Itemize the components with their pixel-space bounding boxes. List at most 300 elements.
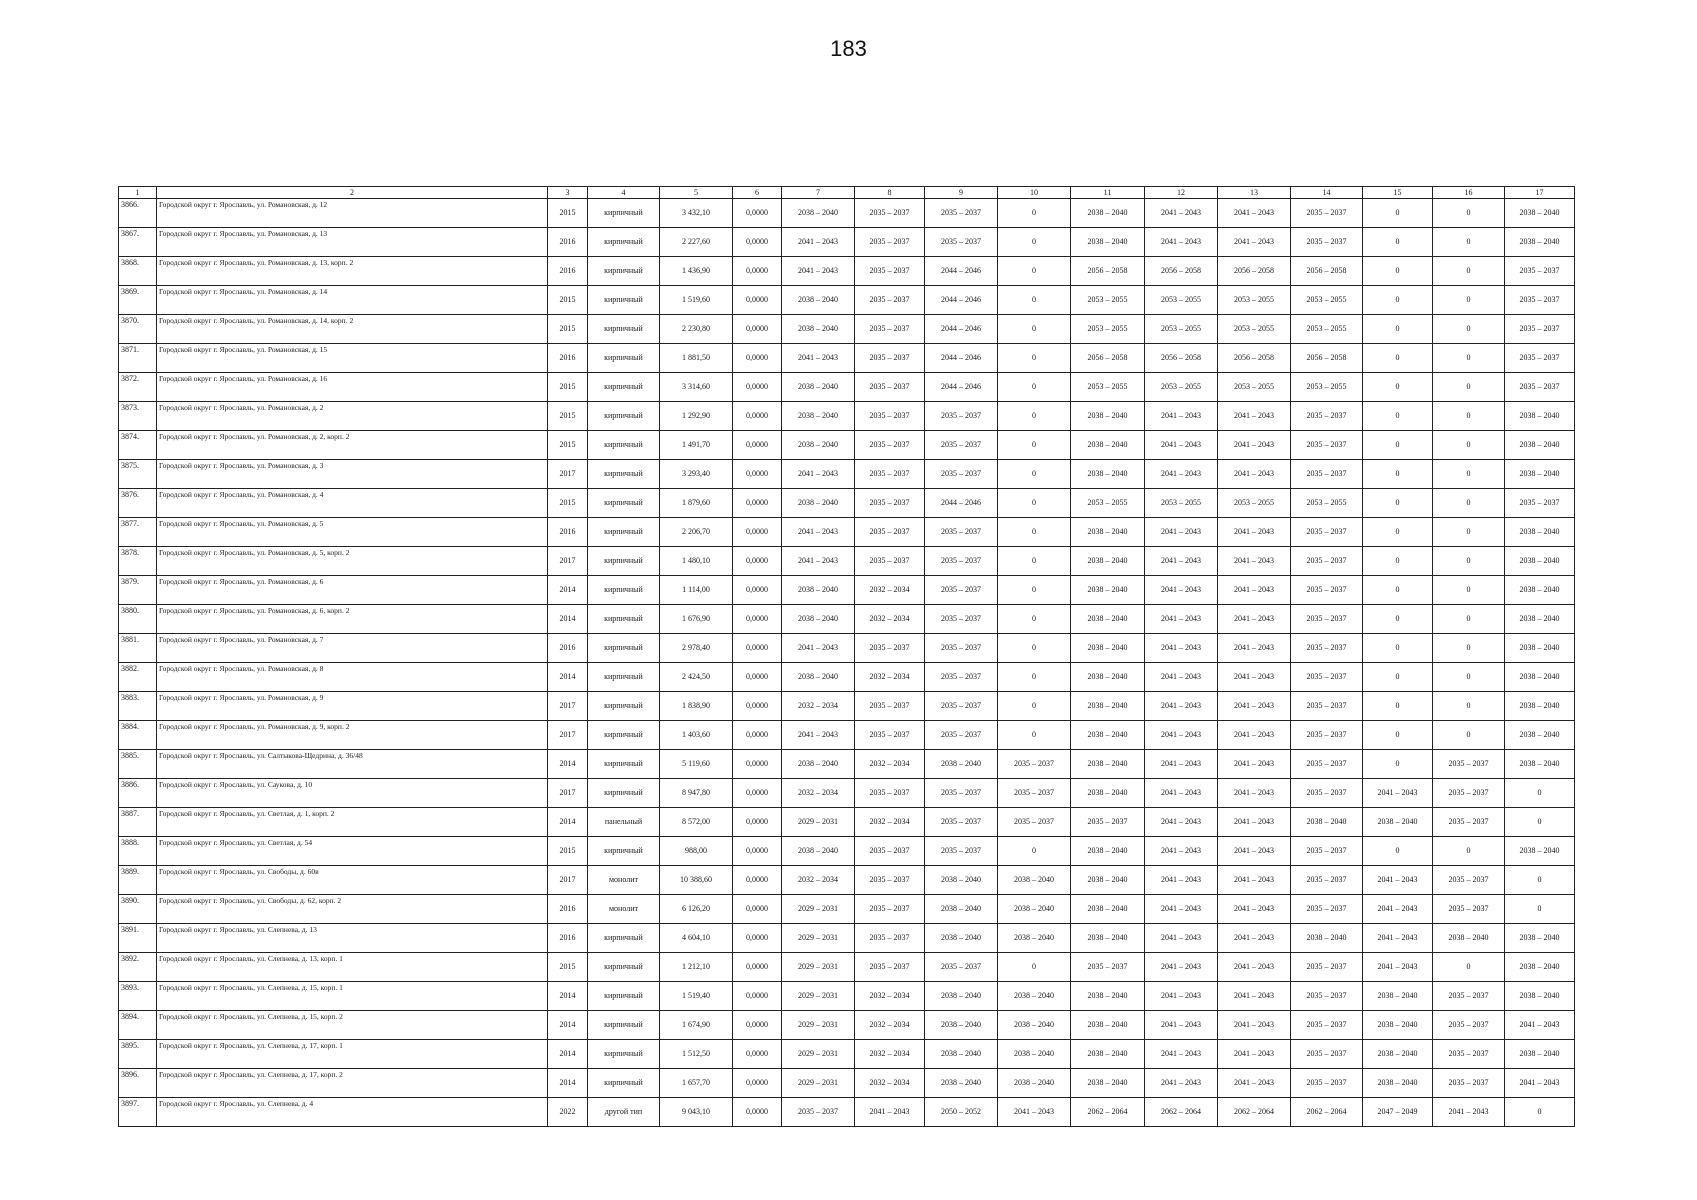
- table-cell: 2044 – 2046: [925, 373, 998, 402]
- table-row: [119, 402, 1575, 431]
- column-header: 1: [119, 187, 157, 199]
- address-cell: Городской округ г. Ярославль, ул. Романовская, д. 4: [157, 489, 548, 518]
- table-cell: 2 230,80: [660, 315, 733, 344]
- address-cell: Городской округ г. Ярославль, ул. Романовская, д. 12: [157, 199, 548, 228]
- table-cell: 0,0000: [733, 953, 782, 982]
- table-row: [119, 692, 1575, 721]
- table-cell: 2044 – 2046: [925, 315, 998, 344]
- table-row: [119, 982, 1575, 1011]
- table-cell: 0,0000: [733, 663, 782, 692]
- table-cell: 2032 – 2034: [855, 576, 925, 605]
- table-cell: 2035 – 2037: [855, 779, 925, 808]
- table-cell: 0: [1433, 692, 1505, 721]
- table-cell: 2038 – 2040: [925, 924, 998, 953]
- address-cell: Городской округ г. Ярославль, ул. Романовская, д. 14: [157, 286, 548, 315]
- table-cell: 2038 – 2040: [782, 605, 855, 634]
- table-cell: 2041 – 2043: [1145, 228, 1218, 257]
- row-number-cell: 3868.: [119, 257, 157, 286]
- address-cell: Городской округ г. Ярославль, ул. Романовская, д. 7: [157, 634, 548, 663]
- table-cell: 2029 – 2031: [782, 808, 855, 837]
- table-cell: 2035 – 2037: [855, 721, 925, 750]
- table-cell: 2015: [548, 199, 588, 228]
- table-row: [119, 953, 1575, 982]
- table-cell: 2038 – 2040: [925, 1011, 998, 1040]
- row-number-cell: 3890.: [119, 895, 157, 924]
- table-cell: 2041 – 2043: [1363, 924, 1433, 953]
- table-cell: 0,0000: [733, 199, 782, 228]
- table-cell: 2038 – 2040: [1505, 953, 1575, 982]
- table-row: [119, 808, 1575, 837]
- table-cell: кирпичный: [588, 982, 660, 1011]
- table-cell: 0: [998, 605, 1071, 634]
- column-header: 6: [733, 187, 782, 199]
- table-cell: 2035 – 2037: [855, 257, 925, 286]
- table-cell: 2041 – 2043: [1218, 402, 1291, 431]
- table-cell: 2035 – 2037: [1291, 402, 1363, 431]
- table-cell: 2041 – 2043: [855, 1098, 925, 1127]
- table-cell: 2035 – 2037: [998, 808, 1071, 837]
- table-cell: 2053 – 2055: [1291, 373, 1363, 402]
- table-cell: 2041 – 2043: [782, 228, 855, 257]
- table-cell: 2029 – 2031: [782, 1011, 855, 1040]
- table-cell: 2038 – 2040: [782, 286, 855, 315]
- table-cell: 2038 – 2040: [1291, 808, 1363, 837]
- table-cell: 2038 – 2040: [1505, 228, 1575, 257]
- table-cell: 2 978,40: [660, 634, 733, 663]
- table-cell: 2022: [548, 1098, 588, 1127]
- table-cell: 6 126,20: [660, 895, 733, 924]
- table-cell: 2035 – 2037: [998, 750, 1071, 779]
- row-number-cell: 3889.: [119, 866, 157, 895]
- table-cell: 4 604,10: [660, 924, 733, 953]
- table-cell: кирпичный: [588, 605, 660, 634]
- table-cell: кирпичный: [588, 344, 660, 373]
- table-cell: 0,0000: [733, 431, 782, 460]
- table-cell: монолит: [588, 866, 660, 895]
- table-cell: 2035 – 2037: [925, 547, 998, 576]
- table-cell: 0,0000: [733, 228, 782, 257]
- table-cell: 2035 – 2037: [1291, 547, 1363, 576]
- table-cell: 1 519,40: [660, 982, 733, 1011]
- table-cell: 0: [998, 837, 1071, 866]
- row-number-cell: 3875.: [119, 460, 157, 489]
- table-cell: 2038 – 2040: [1071, 895, 1145, 924]
- table-cell: 0: [1505, 779, 1575, 808]
- table-cell: 2015: [548, 837, 588, 866]
- table-cell: 2041 – 2043: [1218, 1069, 1291, 1098]
- table-cell: 2041 – 2043: [1145, 721, 1218, 750]
- table-cell: 2041 – 2043: [1145, 837, 1218, 866]
- table-cell: 2032 – 2034: [855, 1040, 925, 1069]
- table-cell: 2035 – 2037: [998, 779, 1071, 808]
- table-cell: 2053 – 2055: [1218, 373, 1291, 402]
- column-header: 3: [548, 187, 588, 199]
- table-cell: 2038 – 2040: [1505, 518, 1575, 547]
- table-cell: кирпичный: [588, 924, 660, 953]
- table-cell: 2035 – 2037: [1505, 315, 1575, 344]
- table-cell: 2041 – 2043: [1218, 518, 1291, 547]
- table-cell: 2035 – 2037: [1291, 721, 1363, 750]
- table-cell: 2041 – 2043: [782, 721, 855, 750]
- table-row: [119, 837, 1575, 866]
- table-cell: 1 674,90: [660, 1011, 733, 1040]
- row-number-cell: 3876.: [119, 489, 157, 518]
- table-cell: 2035 – 2037: [1505, 344, 1575, 373]
- table-row: [119, 547, 1575, 576]
- table-cell: 2041 – 2043: [998, 1098, 1071, 1127]
- table-row: [119, 634, 1575, 663]
- table-cell: 0,0000: [733, 1098, 782, 1127]
- table-cell: 2 227,60: [660, 228, 733, 257]
- table-cell: 0,0000: [733, 605, 782, 634]
- row-number-cell: 3888.: [119, 837, 157, 866]
- table-row: [119, 199, 1575, 228]
- table-cell: 2038 – 2040: [1505, 460, 1575, 489]
- table-cell: 2041 – 2043: [1218, 547, 1291, 576]
- table-cell: 0: [1363, 344, 1433, 373]
- table-cell: 2038 – 2040: [1291, 924, 1363, 953]
- table-cell: 2041 – 2043: [782, 460, 855, 489]
- table-cell: 2035 – 2037: [855, 837, 925, 866]
- table-cell: 2035 – 2037: [1291, 431, 1363, 460]
- table-cell: 2041 – 2043: [1218, 692, 1291, 721]
- table-cell: 2035 – 2037: [925, 721, 998, 750]
- table-cell: 2035 – 2037: [1291, 866, 1363, 895]
- table-cell: 0: [1505, 895, 1575, 924]
- address-cell: Городской округ г. Ярославль, ул. Свободы, д. 60в: [157, 866, 548, 895]
- table-cell: 2038 – 2040: [1505, 199, 1575, 228]
- table-cell: 2035 – 2037: [1291, 576, 1363, 605]
- table-cell: 2038 – 2040: [1505, 663, 1575, 692]
- table-cell: 2038 – 2040: [998, 924, 1071, 953]
- table-cell: 0: [998, 576, 1071, 605]
- table-cell: 2035 – 2037: [925, 518, 998, 547]
- table-cell: кирпичный: [588, 837, 660, 866]
- table-cell: 2041 – 2043: [1145, 1069, 1218, 1098]
- table-cell: 2038 – 2040: [782, 199, 855, 228]
- table-cell: 2041 – 2043: [1218, 199, 1291, 228]
- table-cell: 2038 – 2040: [925, 750, 998, 779]
- table-cell: кирпичный: [588, 228, 660, 257]
- table-cell: 0: [1363, 431, 1433, 460]
- table-cell: 2035 – 2037: [925, 779, 998, 808]
- table-cell: 2053 – 2055: [1218, 315, 1291, 344]
- row-number-cell: 3871.: [119, 344, 157, 373]
- table-cell: 2056 – 2058: [1218, 257, 1291, 286]
- row-number-cell: 3892.: [119, 953, 157, 982]
- address-cell: Городской округ г. Ярославль, ул. Саукова, д. 10: [157, 779, 548, 808]
- table-cell: 988,00: [660, 837, 733, 866]
- table-row: [119, 1069, 1575, 1098]
- table-cell: 2038 – 2040: [1071, 692, 1145, 721]
- table-cell: 2038 – 2040: [1071, 547, 1145, 576]
- table-cell: 8 572,00: [660, 808, 733, 837]
- table-cell: 2044 – 2046: [925, 344, 998, 373]
- row-number-cell: 3883.: [119, 692, 157, 721]
- table-cell: 0,0000: [733, 808, 782, 837]
- address-cell: Городской округ г. Ярославль, ул. Романовская, д. 13, корп. 2: [157, 257, 548, 286]
- table-cell: 2015: [548, 286, 588, 315]
- table-cell: 0,0000: [733, 692, 782, 721]
- table-cell: 2035 – 2037: [855, 199, 925, 228]
- table-cell: 0,0000: [733, 1011, 782, 1040]
- table-cell: 2041 – 2043: [1363, 895, 1433, 924]
- table-row: [119, 895, 1575, 924]
- table-cell: 0: [1363, 605, 1433, 634]
- table-cell: кирпичный: [588, 1040, 660, 1069]
- table-cell: 2029 – 2031: [782, 953, 855, 982]
- table-cell: 0,0000: [733, 982, 782, 1011]
- table-cell: 2035 – 2037: [1291, 605, 1363, 634]
- table-cell: 2017: [548, 692, 588, 721]
- table-cell: 2038 – 2040: [1071, 837, 1145, 866]
- table-cell: 2032 – 2034: [855, 1011, 925, 1040]
- table-cell: 2053 – 2055: [1291, 286, 1363, 315]
- table-cell: 1 657,70: [660, 1069, 733, 1098]
- row-number-cell: 3886.: [119, 779, 157, 808]
- table-cell: 2015: [548, 315, 588, 344]
- row-number-cell: 3881.: [119, 634, 157, 663]
- table-cell: 2041 – 2043: [1145, 924, 1218, 953]
- table-cell: 2041 – 2043: [782, 257, 855, 286]
- table-cell: 0: [998, 460, 1071, 489]
- column-header: 7: [782, 187, 855, 199]
- row-number-cell: 3893.: [119, 982, 157, 1011]
- address-cell: Городской округ г. Ярославль, ул. Романовская, д. 9: [157, 692, 548, 721]
- table-cell: 2015: [548, 373, 588, 402]
- table-cell: 2038 – 2040: [1071, 634, 1145, 663]
- address-cell: Городской округ г. Ярославль, ул. Романовская, д. 13: [157, 228, 548, 257]
- table-cell: 2035 – 2037: [1291, 1069, 1363, 1098]
- table-cell: 2038 – 2040: [1363, 808, 1433, 837]
- table-cell: 2038 – 2040: [1071, 228, 1145, 257]
- table-cell: 2038 – 2040: [1071, 576, 1145, 605]
- table-cell: 2035 – 2037: [925, 808, 998, 837]
- table-cell: 2038 – 2040: [1505, 431, 1575, 460]
- address-cell: Городской округ г. Ярославль, ул. Свободы, д. 62, корп. 2: [157, 895, 548, 924]
- table-row: [119, 1011, 1575, 1040]
- table-cell: кирпичный: [588, 721, 660, 750]
- table-cell: 2035 – 2037: [925, 837, 998, 866]
- table-cell: 2035 – 2037: [1505, 286, 1575, 315]
- table-cell: 2035 – 2037: [1505, 373, 1575, 402]
- table-cell: 0,0000: [733, 1040, 782, 1069]
- table-cell: 2038 – 2040: [782, 837, 855, 866]
- table-cell: 2015: [548, 953, 588, 982]
- address-cell: Городской округ г. Ярославль, ул. Слепнева, д. 17, корп. 1: [157, 1040, 548, 1069]
- table-cell: кирпичный: [588, 199, 660, 228]
- table-cell: 1 838,90: [660, 692, 733, 721]
- table-cell: 2035 – 2037: [925, 431, 998, 460]
- table-cell: 0,0000: [733, 460, 782, 489]
- table-cell: 2038 – 2040: [1363, 1011, 1433, 1040]
- table-cell: кирпичный: [588, 663, 660, 692]
- table-cell: 2035 – 2037: [1433, 866, 1505, 895]
- table-cell: 2035 – 2037: [855, 866, 925, 895]
- table-cell: 0: [1363, 257, 1433, 286]
- table-cell: 0: [998, 663, 1071, 692]
- row-number-cell: 3894.: [119, 1011, 157, 1040]
- table-cell: кирпичный: [588, 1011, 660, 1040]
- table-cell: 0,0000: [733, 257, 782, 286]
- table-cell: 2056 – 2058: [1218, 344, 1291, 373]
- table-cell: 2056 – 2058: [1071, 344, 1145, 373]
- table-cell: 0,0000: [733, 373, 782, 402]
- housing-register-table: [118, 186, 1575, 1127]
- table-row: [119, 460, 1575, 489]
- table-cell: 0: [1363, 837, 1433, 866]
- table-cell: 2035 – 2037: [855, 489, 925, 518]
- table-cell: 2041 – 2043: [1145, 663, 1218, 692]
- table-cell: 2035 – 2037: [925, 228, 998, 257]
- table-cell: 0: [1505, 808, 1575, 837]
- address-cell: Городской округ г. Ярославль, ул. Романовская, д. 2: [157, 402, 548, 431]
- table-cell: 2014: [548, 605, 588, 634]
- table-cell: 2041 – 2043: [1363, 953, 1433, 982]
- table-cell: 2014: [548, 663, 588, 692]
- table-cell: 0,0000: [733, 344, 782, 373]
- table-cell: 0,0000: [733, 489, 782, 518]
- table-cell: 2038 – 2040: [998, 1040, 1071, 1069]
- table-cell: 2041 – 2043: [1218, 895, 1291, 924]
- table-cell: 2053 – 2055: [1145, 315, 1218, 344]
- table-cell: 2035 – 2037: [925, 199, 998, 228]
- table-row: [119, 605, 1575, 634]
- table-cell: 2035 – 2037: [1505, 257, 1575, 286]
- table-cell: 0: [1433, 402, 1505, 431]
- table-cell: 2035 – 2037: [855, 460, 925, 489]
- table-cell: 2053 – 2055: [1218, 286, 1291, 315]
- table-cell: 2035 – 2037: [855, 402, 925, 431]
- table-cell: 2017: [548, 547, 588, 576]
- table-cell: 2041 – 2043: [1218, 953, 1291, 982]
- table-cell: 2041 – 2043: [1218, 576, 1291, 605]
- column-header: 8: [855, 187, 925, 199]
- table-cell: 2038 – 2040: [1071, 431, 1145, 460]
- column-header: 13: [1218, 187, 1291, 199]
- table-cell: 2041 – 2043: [1145, 634, 1218, 663]
- table-cell: 2038 – 2040: [998, 866, 1071, 895]
- table-cell: 2041 – 2043: [1218, 663, 1291, 692]
- table-cell: 0: [1363, 199, 1433, 228]
- table-cell: 2035 – 2037: [855, 373, 925, 402]
- table-cell: 2035 – 2037: [1433, 779, 1505, 808]
- address-cell: Городской округ г. Ярославль, ул. Слепнева, д. 15, корп. 2: [157, 1011, 548, 1040]
- table-cell: 2035 – 2037: [855, 344, 925, 373]
- table-cell: 0,0000: [733, 286, 782, 315]
- table-cell: 0: [1363, 286, 1433, 315]
- table-cell: 2035 – 2037: [1433, 982, 1505, 1011]
- table-cell: 0: [998, 953, 1071, 982]
- table-cell: 2041 – 2043: [1218, 721, 1291, 750]
- table-cell: 2038 – 2040: [1071, 750, 1145, 779]
- table-cell: 0: [998, 489, 1071, 518]
- table-cell: монолит: [588, 895, 660, 924]
- table-cell: 0: [1363, 547, 1433, 576]
- table-row: [119, 721, 1575, 750]
- table-cell: 2035 – 2037: [855, 315, 925, 344]
- table-cell: 2038 – 2040: [1071, 779, 1145, 808]
- table-cell: кирпичный: [588, 518, 660, 547]
- address-cell: Городской округ г. Ярославль, ул. Романовская, д. 16: [157, 373, 548, 402]
- row-number-cell: 3867.: [119, 228, 157, 257]
- column-header: 16: [1433, 187, 1505, 199]
- table-header-row: [119, 187, 1575, 199]
- table-row: [119, 373, 1575, 402]
- table-cell: 2053 – 2055: [1291, 315, 1363, 344]
- table-cell: 2041 – 2043: [1218, 228, 1291, 257]
- table-cell: 2056 – 2058: [1291, 257, 1363, 286]
- row-number-cell: 3897.: [119, 1098, 157, 1127]
- table-cell: 0: [998, 431, 1071, 460]
- table-cell: 2032 – 2034: [855, 750, 925, 779]
- address-cell: Городской округ г. Ярославль, ул. Слепнева, д. 4: [157, 1098, 548, 1127]
- row-number-cell: 3895.: [119, 1040, 157, 1069]
- table-body: [119, 199, 1575, 1127]
- table-cell: 2035 – 2037: [1433, 1069, 1505, 1098]
- table-row: [119, 518, 1575, 547]
- table-cell: 2038 – 2040: [782, 663, 855, 692]
- table-cell: 2053 – 2055: [1145, 373, 1218, 402]
- table-cell: 0: [1433, 373, 1505, 402]
- table-cell: 8 947,80: [660, 779, 733, 808]
- table-cell: 0: [998, 228, 1071, 257]
- table-cell: 2029 – 2031: [782, 1040, 855, 1069]
- table-cell: 2056 – 2058: [1071, 257, 1145, 286]
- table-cell: 2041 – 2043: [1145, 402, 1218, 431]
- table-row: [119, 750, 1575, 779]
- column-header: 9: [925, 187, 998, 199]
- table-cell: 2016: [548, 228, 588, 257]
- table-cell: 2032 – 2034: [855, 808, 925, 837]
- table-cell: 0: [998, 344, 1071, 373]
- table-cell: 3 293,40: [660, 460, 733, 489]
- table-cell: 2035 – 2037: [1291, 634, 1363, 663]
- table-cell: 2 206,70: [660, 518, 733, 547]
- table-cell: 0: [1433, 518, 1505, 547]
- table-cell: 0,0000: [733, 779, 782, 808]
- table-cell: 0: [1433, 344, 1505, 373]
- table-cell: 0: [1433, 547, 1505, 576]
- table-cell: 1 879,60: [660, 489, 733, 518]
- table-cell: кирпичный: [588, 257, 660, 286]
- table-cell: 2053 – 2055: [1218, 489, 1291, 518]
- table-cell: 2044 – 2046: [925, 286, 998, 315]
- address-cell: Городской округ г. Ярославль, ул. Романовская, д. 9, корп. 2: [157, 721, 548, 750]
- table-cell: 2014: [548, 808, 588, 837]
- table-cell: 2041 – 2043: [1145, 199, 1218, 228]
- table-cell: 2041 – 2043: [1363, 779, 1433, 808]
- table-cell: 2035 – 2037: [1505, 489, 1575, 518]
- table-cell: 0: [1363, 634, 1433, 663]
- table-cell: 2062 – 2064: [1291, 1098, 1363, 1127]
- table-cell: 2038 – 2040: [998, 1011, 1071, 1040]
- table-cell: 2041 – 2043: [1505, 1011, 1575, 1040]
- table-cell: 2035 – 2037: [855, 547, 925, 576]
- table-cell: 2041 – 2043: [1218, 924, 1291, 953]
- table-cell: 0: [1433, 663, 1505, 692]
- table-cell: 1 676,90: [660, 605, 733, 634]
- table-cell: 2041 – 2043: [782, 518, 855, 547]
- table-cell: 2053 – 2055: [1291, 489, 1363, 518]
- table-cell: панельный: [588, 808, 660, 837]
- table-cell: 2014: [548, 750, 588, 779]
- table-cell: 0,0000: [733, 402, 782, 431]
- table-cell: 2035 – 2037: [855, 431, 925, 460]
- table-cell: 2035 – 2037: [1291, 837, 1363, 866]
- table-cell: кирпичный: [588, 402, 660, 431]
- table-cell: 2035 – 2037: [855, 692, 925, 721]
